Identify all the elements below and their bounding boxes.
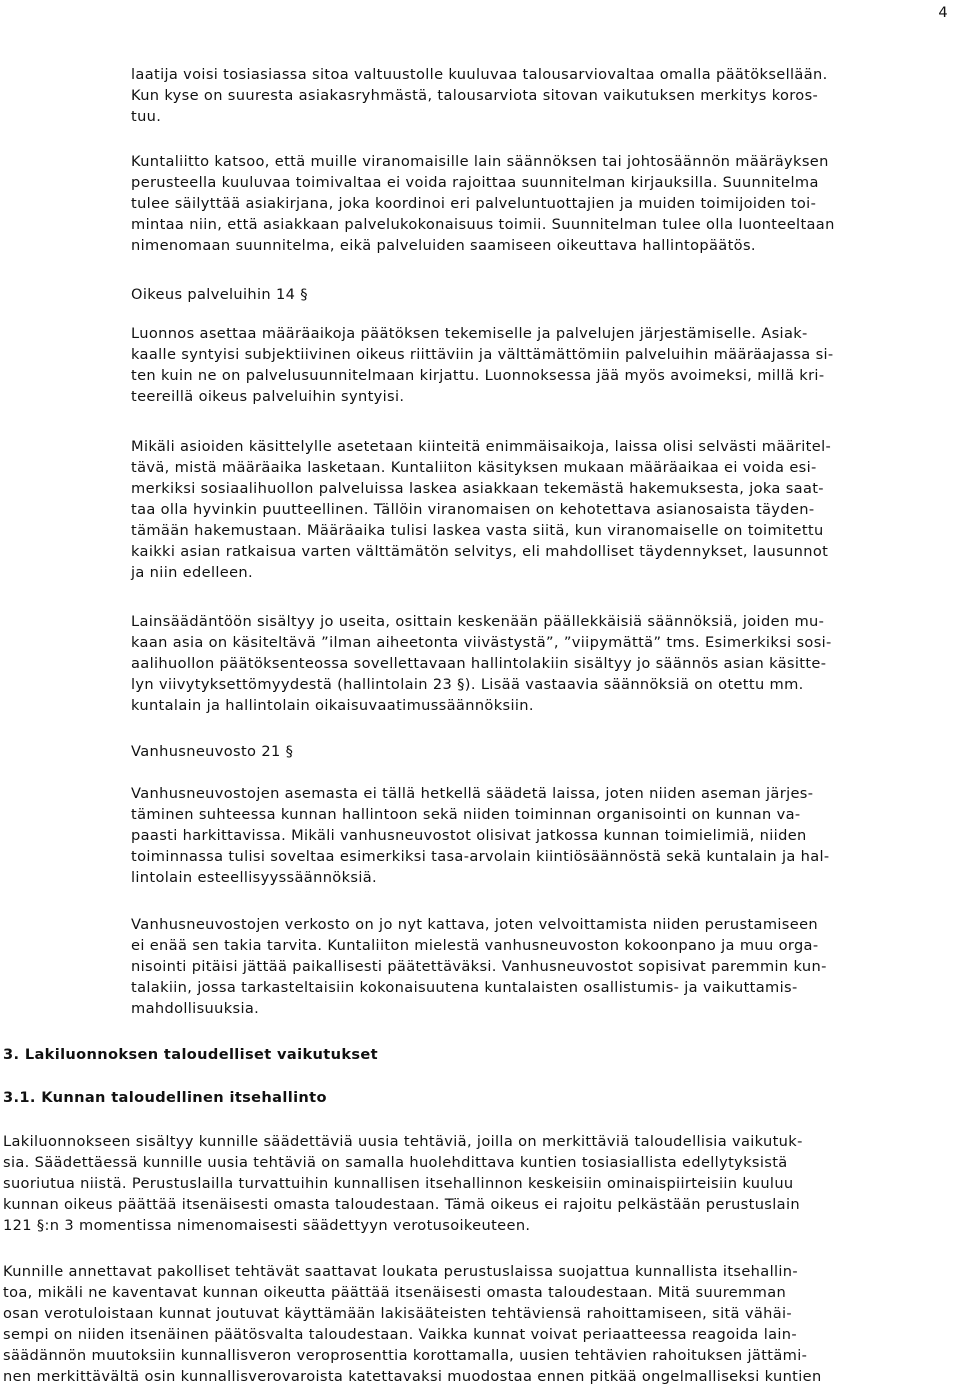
section-heading-3-1: 3.1. Kunnan taloudellinen itsehallinto <box>3 1089 327 1106</box>
paragraph-financial-effects: Lakiluonnokseen sisältyy kunnille säädettäviä uusia tehtäviä, joilla on merkittäviä taloudellisia vaikutuk- sia. Säädettäessä kunnille uusia tehtäviä on samalla huolehdittava kuntien tosiasiallista edellytyksistä suoriutua niistä. Perustuslailla turvattuihin kunnallisen itsehallinnon keskeisiin ominaispiirteisiin kuuluu kunnan oikeus päättää itsenäisesti omasta taloudestaan. Tämä oikeus ei rajoitu pelkästään perustuslain 121 §:n 3 momentissa nimenomaisesti säädettyyn verotusoikeuteen. <box>3 1133 803 1234</box>
heading-vanhusneuvosto: Vanhusneuvosto 21 § <box>131 743 294 760</box>
paragraph-mandatory-tasks: Kunnille annettavat pakolliset tehtävät saattavat loukata perustuslaissa suojattua kunnallista itsehallin- toa, mikäli ne kaventavat kunnan oikeutta päättää itsenäisesti omasta taloudestaan. Mitä suuremman osan verotuloistaan kunnat joutuvat käyttämään lakisääteisten tehtäviensä rahoittamiseen, sitä vähäi- sempi on niiden itsenäinen päätösvalta taloudestaan. Vaikka kunnat voivat periaatteessa reagoida lain- säädännön muutoksiin kunnallisveron veroprosenttia korottamalla, uusien tehtävien rahoituksen jättämi- nen merkittävältä osin kunnallisverovaroista katettavaksi muodostaa ennen pitkää ongelmalliseksi kuntien <box>3 1263 822 1385</box>
paragraph-budget-authority: laatija voisi tosiasiassa sitoa valtuustolle kuuluvaa talousarviovaltaa omalla päätöksellään. Kun kyse on suuresta asiakasryhmästä, talousarviota sitovan vaikutuksen merkitys koros- tuu. <box>131 66 828 125</box>
paragraph-max-times: Mikäli asioiden käsittelylle asetetaan kiinteitä enimmäisaikoja, laissa olisi selvästi määritel- tävä, mistä määräaika lasketaan. Kuntaliiton käsityksen mukaan määräaikaa ei voida esi- merkiksi sosiaalihuollon palveluissa laskea asiakkaan tekemästä hakemuksesta, joka saat- taa olla hyvinkin puutteellinen. Tällöin viranomaisen on kehotettava asianosaista täyden- tämään hakemustaan. Määräaika tulisi laskea vasta siitä, kun viranomaiselle on toimitettu kaikki asian ratkaisua varten välttämätön selvitys, eli mahdolliset täydennykset, lausunnot ja niin edelleen. <box>131 438 832 581</box>
paragraph-kuntaliitto-plan: Kuntaliitto katsoo, että muille viranomaisille lain säännöksen tai johtosäännön määräyksen perusteella kuuluvaa toimivaltaa ei voida rajoittaa suunnitelman kirjauksilla. Suunnitelma tulee säilyttää asiakirjana, joka koordinoi eri palveluntuottajien ja muiden toimijoiden toi- mintaa niin, että asiakkaan palvelukokonaisuus toimii. Suunnitelman tulee olla luonteeltaan nimenomaan suunnitelma, eikä palveluiden saamiseen oikeuttava hallintopäätös. <box>131 153 835 254</box>
paragraph-vanhusneuvosto-status: Vanhusneuvostojen asemasta ei tällä hetkellä säädetä laissa, joten niiden aseman järjes- täminen suhteessa kunnan hallintoon sekä niiden toiminnan organisointi on kunnan va- paasti harkittavissa. Mikäli vanhusneuvostot olisivat jatkossa kunnan toimielimiä, niiden toiminnassa tulisi soveltaa esimerkiksi tasa-arvolain kiintiösäännöstä sekä kuntalain ja hal- lintolain esteellisyyssäännöksiä. <box>131 785 830 886</box>
paragraph-deadlines: Luonnos asettaa määräaikoja päätöksen tekemiselle ja palvelujen järjestämiselle. Asiak- kaalle syntyisi subjektiivinen oikeus riittäviin ja välttämättömiin palveluihin määräajassa si- ten kuin ne on palvelusuunnitelmaan kirjattu. Luonnoksessa jää myös avoimeksi, millä kri- teereillä oikeus palveluihin syntyisi. <box>131 325 834 405</box>
paragraph-vanhusneuvosto-network: Vanhusneuvostojen verkosto on jo nyt kattava, joten velvoittamista niiden perustamiseen ei enää sen takia tarvita. Kuntaliiton mielestä vanhusneuvoston kokoonpano ja muu orga- nisointi pitäisi jättää paikallisesti päätettäväksi. Vanhusneuvostot sopisivat paremmin kun- talakiin, jossa tarkasteltaisiin kokonaisuutena kuntalaisten osallistumis- ja vaikuttamis- mahdollisuuksia. <box>131 916 827 1017</box>
heading-oikeus-palveluihin: Oikeus palveluihin 14 § <box>131 286 308 303</box>
section-heading-3: 3. Lakiluonnoksen taloudelliset vaikutukset <box>3 1046 378 1063</box>
page-number: 4 <box>938 4 948 21</box>
paragraph-legislation: Lainsäädäntöön sisältyy jo useita, osittain keskenään päällekkäisiä säännöksiä, joiden mu- kaan asia on käsiteltävä ”ilman aiheetonta viivästystä”, ”viipymättä” tms. Esimerkiksi sosi- aalihuollon päätöksenteossa sovellettavaan hallintolakiin sisältyy jo säännös asian käsitte- lyn viivytyksettömyydestä (hallintolain 23 §). Lisää vastaavia säännöksiä on otettu mm. kuntalain ja hallintolain oikaisuvaatimussäännöksiin. <box>131 613 832 714</box>
